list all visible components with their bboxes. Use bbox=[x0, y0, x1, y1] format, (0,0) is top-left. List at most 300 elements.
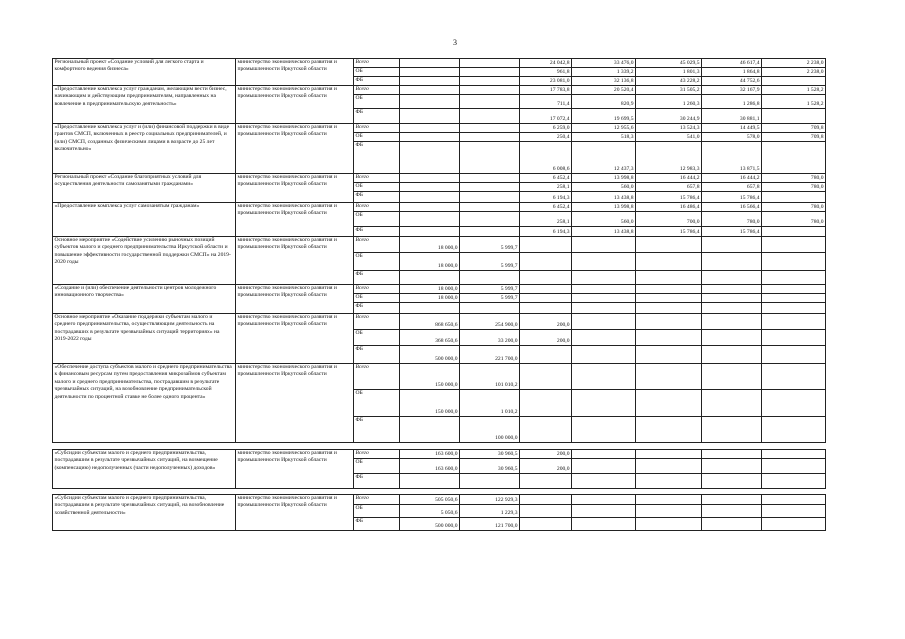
amount-cell bbox=[460, 271, 520, 285]
executor-cell: министерство экономического развития и промышленности Иркутской области bbox=[236, 174, 354, 203]
activity-name-cell: «Предоставление комплекса услуг самозанятым гражданам» bbox=[53, 203, 236, 237]
amount-cell: 5 050,6 bbox=[400, 505, 460, 518]
amount-cell bbox=[762, 303, 826, 314]
amount-cell: 820,9 bbox=[572, 95, 636, 109]
amount-cell: 33 476,0 bbox=[572, 59, 636, 68]
amount-cell bbox=[520, 253, 572, 271]
amount-cell bbox=[520, 417, 572, 443]
amount-cell bbox=[762, 450, 826, 459]
amount-cell bbox=[636, 459, 702, 474]
amount-cell bbox=[762, 227, 826, 237]
amount-cell: 221 700,0 bbox=[460, 346, 520, 364]
amount-cell bbox=[572, 294, 636, 303]
amount-cell: 43 228,2 bbox=[636, 77, 702, 86]
amount-cell bbox=[702, 314, 762, 330]
amount-cell bbox=[762, 346, 826, 364]
amount-cell bbox=[702, 294, 762, 303]
amount-cell bbox=[460, 474, 520, 489]
amount-cell: 5 999,7 bbox=[460, 294, 520, 303]
amount-cell: 12 955,6 bbox=[572, 124, 636, 133]
amount-cell bbox=[520, 505, 572, 518]
funding-source-cell: Всего bbox=[354, 450, 400, 459]
amount-cell bbox=[460, 133, 520, 142]
funding-source-cell: ОБ bbox=[354, 253, 400, 271]
activity-name-cell: «Обеспечение доступа субъектов малого и среднего предпринимательства к финансовым ресурсам путем предоставления микрозаймов субъектам малого и среднего предпринимательства, пострадавшим в результате чрезвычайных ситуаций, на возобновление предпринимательской деятельности по процентной ставке не более одного процента» bbox=[53, 364, 236, 443]
amount-cell: 254 900,0 bbox=[460, 314, 520, 330]
amount-cell bbox=[636, 346, 702, 364]
activity-name-cell: Основное мероприятие «Оказание поддержки субъектам малого и среднего предпринимательства, осуществляющим деятельность на пострадавших в результате чрезвычайных ситуаций территориях» на 2019-2022 годы bbox=[53, 314, 236, 364]
funding-source-cell: ОБ bbox=[354, 212, 400, 227]
amount-cell bbox=[636, 294, 702, 303]
amount-cell: 17 072,4 bbox=[520, 109, 572, 124]
table-row bbox=[53, 124, 826, 133]
funding-source-cell: Всего bbox=[354, 495, 400, 505]
amount-cell bbox=[702, 450, 762, 459]
amount-cell: 16 486,4 bbox=[636, 203, 702, 212]
amount-cell bbox=[400, 271, 460, 285]
amount-cell: 6 452,4 bbox=[520, 174, 572, 183]
amount-cell: 6 452,4 bbox=[520, 203, 572, 212]
amount-cell: 44 752,6 bbox=[702, 77, 762, 86]
amount-cell bbox=[520, 237, 572, 253]
funding-source-cell: ОБ bbox=[354, 133, 400, 142]
funding-source-cell: ОБ bbox=[354, 390, 400, 417]
amount-cell: 868 650,6 bbox=[400, 314, 460, 330]
amount-cell bbox=[572, 271, 636, 285]
amount-cell bbox=[400, 77, 460, 86]
activity-name-cell: «Предоставление комплекса услуг и (или) финансовой поддержки в виде грантов СМСП, включенных в реестр социальных предпринимателей, и (или) СМСП, созданных физическими лицами в возрасте до 25 лет включительно» bbox=[53, 124, 236, 174]
funding-source-cell: ФБ bbox=[354, 227, 400, 237]
amount-cell: 500 000,0 bbox=[400, 346, 460, 364]
amount-cell: 560,0 bbox=[572, 212, 636, 227]
budget-table bbox=[52, 58, 826, 531]
funding-source-cell: ФБ bbox=[354, 518, 400, 531]
amount-cell bbox=[572, 364, 636, 390]
amount-cell bbox=[636, 285, 702, 294]
amount-cell: 13 438,8 bbox=[572, 227, 636, 237]
amount-cell bbox=[572, 330, 636, 346]
amount-cell: 518,3 bbox=[572, 133, 636, 142]
amount-cell bbox=[400, 95, 460, 109]
amount-cell bbox=[400, 474, 460, 489]
amount-cell: 200,0 bbox=[520, 450, 572, 459]
amount-cell: 1 339,2 bbox=[572, 68, 636, 77]
amount-cell: 45 029,5 bbox=[636, 59, 702, 68]
amount-cell: 100 000,0 bbox=[460, 417, 520, 443]
funding-source-cell: ОБ bbox=[354, 330, 400, 346]
funding-source-cell: ОБ bbox=[354, 505, 400, 518]
amount-cell: 1 010,2 bbox=[460, 390, 520, 417]
amount-cell: 30 960,5 bbox=[460, 450, 520, 459]
amount-cell: 700,0 bbox=[636, 212, 702, 227]
amount-cell: 32 136,8 bbox=[572, 77, 636, 86]
amount-cell: 657,8 bbox=[702, 183, 762, 192]
amount-cell bbox=[400, 59, 460, 68]
amount-cell bbox=[762, 142, 826, 174]
amount-cell bbox=[520, 285, 572, 294]
amount-cell bbox=[762, 417, 826, 443]
funding-source-cell: ФБ bbox=[354, 77, 400, 86]
amount-cell bbox=[762, 77, 826, 86]
executor-cell: министерство экономического развития и промышленности Иркутской области bbox=[236, 124, 354, 174]
block-spacer bbox=[53, 443, 826, 450]
amount-cell: 1 801,3 bbox=[636, 68, 702, 77]
amount-cell bbox=[702, 390, 762, 417]
amount-cell bbox=[572, 390, 636, 417]
amount-cell bbox=[762, 474, 826, 489]
amount-cell: 150 000,0 bbox=[400, 390, 460, 417]
amount-cell bbox=[762, 330, 826, 346]
funding-source-cell: ФБ bbox=[354, 474, 400, 489]
amount-cell bbox=[460, 95, 520, 109]
amount-cell bbox=[520, 346, 572, 364]
amount-cell bbox=[460, 174, 520, 183]
funding-source-cell: ОБ bbox=[354, 459, 400, 474]
amount-cell bbox=[520, 390, 572, 417]
amount-cell bbox=[520, 294, 572, 303]
amount-cell: 1 260,3 bbox=[636, 95, 702, 109]
amount-cell bbox=[572, 314, 636, 330]
amount-cell bbox=[702, 518, 762, 531]
table-row bbox=[53, 86, 826, 95]
amount-cell bbox=[702, 253, 762, 271]
activity-name-cell: Региональный проект «Создание благоприятных условий для осуществления деятельности самозанятыми гражданами» bbox=[53, 174, 236, 203]
amount-cell: 1 528,2 bbox=[762, 86, 826, 95]
amount-cell: 16 444,2 bbox=[636, 174, 702, 183]
amount-cell: 15 786,4 bbox=[636, 227, 702, 237]
funding-source-cell: ОБ bbox=[354, 183, 400, 192]
activity-name-cell: «Субсидии субъектам малого и среднего предпринимательства, пострадавшим в результате чрезвычайных ситуаций, на возмещение (компенсацию) недополученных (части недополученных) доходов» bbox=[53, 450, 236, 489]
amount-cell bbox=[460, 142, 520, 174]
activity-name-cell: «Предоставление комплекса услуг гражданам, желающим вести бизнес, начинающим и действующим предпринимателям, направленных на вовлечение в предпринимательскую деятельность» bbox=[53, 86, 236, 124]
amount-cell bbox=[636, 364, 702, 390]
amount-cell: 23 081,0 bbox=[520, 77, 572, 86]
amount-cell bbox=[636, 417, 702, 443]
activity-name-cell: «Субсидии субъектам малого и среднего предпринимательства, пострадавшим в результате чрезвычайных ситуаций, на возобновление хозяйственной деятельности» bbox=[53, 495, 236, 531]
amount-cell: 2 238,0 bbox=[762, 59, 826, 68]
funding-source-cell: Всего bbox=[354, 285, 400, 294]
table-row bbox=[53, 174, 826, 183]
amount-cell bbox=[460, 59, 520, 68]
amount-cell: 15 786,4 bbox=[702, 227, 762, 237]
amount-cell: 15 786,4 bbox=[702, 192, 762, 203]
amount-cell: 258,1 bbox=[520, 212, 572, 227]
amount-cell: 368 650,6 bbox=[400, 330, 460, 346]
amount-cell bbox=[520, 474, 572, 489]
amount-cell bbox=[762, 294, 826, 303]
amount-cell: 505 050,6 bbox=[400, 495, 460, 505]
funding-source-cell: Всего bbox=[354, 59, 400, 68]
amount-cell: 24 042,8 bbox=[520, 59, 572, 68]
funding-source-cell: Всего bbox=[354, 86, 400, 95]
amount-cell: 122 929,3 bbox=[460, 495, 520, 505]
amount-cell: 13 438,8 bbox=[572, 192, 636, 203]
amount-cell: 5 999,7 bbox=[460, 253, 520, 271]
amount-cell bbox=[520, 495, 572, 505]
funding-source-cell: ФБ bbox=[354, 303, 400, 314]
funding-source-cell: ФБ bbox=[354, 192, 400, 203]
amount-cell bbox=[762, 505, 826, 518]
amount-cell bbox=[702, 364, 762, 390]
amount-cell bbox=[636, 495, 702, 505]
funding-source-cell: Всего bbox=[354, 364, 400, 390]
amount-cell: 101 010,2 bbox=[460, 364, 520, 390]
amount-cell bbox=[572, 459, 636, 474]
amount-cell bbox=[636, 303, 702, 314]
amount-cell bbox=[762, 285, 826, 294]
table-row bbox=[53, 237, 826, 253]
amount-cell bbox=[702, 417, 762, 443]
amount-cell bbox=[702, 505, 762, 518]
amount-cell bbox=[762, 518, 826, 531]
amount-cell bbox=[762, 364, 826, 390]
table-row bbox=[53, 203, 826, 212]
amount-cell: 6 259,0 bbox=[520, 124, 572, 133]
amount-cell: 780,0 bbox=[762, 183, 826, 192]
funding-source-cell: Всего bbox=[354, 237, 400, 253]
amount-cell bbox=[400, 124, 460, 133]
amount-cell: 780,0 bbox=[762, 212, 826, 227]
amount-cell: 16 444,2 bbox=[702, 174, 762, 183]
table-row bbox=[53, 364, 826, 390]
amount-cell: 13 871,5 bbox=[702, 142, 762, 174]
amount-cell: 13 524,3 bbox=[636, 124, 702, 133]
amount-cell bbox=[762, 109, 826, 124]
amount-cell bbox=[572, 474, 636, 489]
amount-cell: 657,8 bbox=[636, 183, 702, 192]
amount-cell bbox=[636, 253, 702, 271]
executor-cell: министерство экономического развития и промышленности Иркутской области bbox=[236, 203, 354, 237]
amount-cell bbox=[460, 227, 520, 237]
amount-cell bbox=[400, 133, 460, 142]
amount-cell: 13 998,8 bbox=[572, 203, 636, 212]
amount-cell bbox=[400, 183, 460, 192]
table-row bbox=[53, 495, 826, 505]
amount-cell: 20 520,4 bbox=[572, 86, 636, 95]
activity-name-cell: Региональный проект «Создание условий для легкого старта и комфортного ведения бизнеса» bbox=[53, 59, 236, 86]
funding-source-cell: ОБ bbox=[354, 95, 400, 109]
funding-source-cell: ФБ bbox=[354, 417, 400, 443]
amount-cell: 33 200,0 bbox=[460, 330, 520, 346]
amount-cell: 1 229,3 bbox=[460, 505, 520, 518]
amount-cell bbox=[572, 285, 636, 294]
amount-cell: 200,0 bbox=[520, 330, 572, 346]
amount-cell: 6 194,3 bbox=[520, 227, 572, 237]
amount-cell: 31 505,2 bbox=[636, 86, 702, 95]
funding-source-cell: Всего bbox=[354, 174, 400, 183]
amount-cell: 12 437,3 bbox=[572, 142, 636, 174]
amount-cell: 14 449,5 bbox=[702, 124, 762, 133]
amount-cell bbox=[520, 364, 572, 390]
amount-cell bbox=[636, 390, 702, 417]
amount-cell: 560,0 bbox=[572, 183, 636, 192]
funding-source-cell: Всего bbox=[354, 203, 400, 212]
amount-cell bbox=[400, 174, 460, 183]
amount-cell bbox=[460, 124, 520, 133]
amount-cell: 6 194,3 bbox=[520, 192, 572, 203]
amount-cell bbox=[460, 68, 520, 77]
amount-cell: 780,0 bbox=[762, 203, 826, 212]
amount-cell bbox=[400, 109, 460, 124]
amount-cell bbox=[572, 417, 636, 443]
amount-cell bbox=[762, 237, 826, 253]
amount-cell: 46 617,4 bbox=[702, 59, 762, 68]
table-row bbox=[53, 314, 826, 330]
amount-cell: 1 528,2 bbox=[762, 95, 826, 109]
amount-cell: 200,0 bbox=[520, 459, 572, 474]
amount-cell bbox=[520, 518, 572, 531]
amount-cell bbox=[460, 212, 520, 227]
amount-cell: 258,1 bbox=[520, 183, 572, 192]
amount-cell bbox=[572, 518, 636, 531]
amount-cell: 2 238,0 bbox=[762, 68, 826, 77]
amount-cell bbox=[400, 142, 460, 174]
executor-cell: министерство экономического развития и промышленности Иркутской области bbox=[236, 59, 354, 86]
amount-cell bbox=[636, 314, 702, 330]
amount-cell: 780,0 bbox=[762, 174, 826, 183]
amount-cell bbox=[400, 303, 460, 314]
amount-cell bbox=[572, 346, 636, 364]
table-row bbox=[53, 59, 826, 68]
amount-cell: 6 008,6 bbox=[520, 142, 572, 174]
amount-cell: 163 600,0 bbox=[400, 450, 460, 459]
amount-cell bbox=[400, 192, 460, 203]
amount-cell: 200,0 bbox=[520, 314, 572, 330]
amount-cell bbox=[762, 390, 826, 417]
amount-cell: 5 999,7 bbox=[460, 237, 520, 253]
amount-cell: 709,8 bbox=[762, 133, 826, 142]
amount-cell bbox=[400, 68, 460, 77]
amount-cell bbox=[636, 474, 702, 489]
executor-cell: министерство экономического развития и промышленности Иркутской области bbox=[236, 495, 354, 531]
amount-cell bbox=[520, 271, 572, 285]
amount-cell: 1 286,8 bbox=[702, 95, 762, 109]
amount-cell bbox=[762, 253, 826, 271]
amount-cell: 578,0 bbox=[702, 133, 762, 142]
executor-cell: министерство экономического развития и промышленности Иркутской области bbox=[236, 86, 354, 124]
funding-source-cell: ФБ bbox=[354, 271, 400, 285]
amount-cell bbox=[460, 77, 520, 86]
amount-cell: 18 000,0 bbox=[400, 237, 460, 253]
amount-cell bbox=[400, 212, 460, 227]
amount-cell bbox=[702, 330, 762, 346]
amount-cell: 30 244,9 bbox=[636, 109, 702, 124]
page-number: 3 bbox=[453, 38, 457, 47]
amount-cell bbox=[460, 203, 520, 212]
funding-source-cell: ФБ bbox=[354, 109, 400, 124]
amount-cell: 30 960,5 bbox=[460, 459, 520, 474]
amount-cell bbox=[762, 271, 826, 285]
amount-cell bbox=[636, 450, 702, 459]
amount-cell: 18 000,0 bbox=[400, 294, 460, 303]
amount-cell bbox=[460, 303, 520, 314]
amount-cell bbox=[460, 86, 520, 95]
amount-cell: 13 998,8 bbox=[572, 174, 636, 183]
amount-cell bbox=[400, 203, 460, 212]
amount-cell: 250,4 bbox=[520, 133, 572, 142]
executor-cell: министерство экономического развития и промышленности Иркутской области bbox=[236, 314, 354, 364]
amount-cell bbox=[572, 253, 636, 271]
amount-cell bbox=[762, 459, 826, 474]
amount-cell: 18 000,0 bbox=[400, 253, 460, 271]
table-row bbox=[53, 285, 826, 294]
amount-cell: 780,0 bbox=[702, 212, 762, 227]
amount-cell: 15 786,4 bbox=[636, 192, 702, 203]
funding-source-cell: Всего bbox=[354, 124, 400, 133]
amount-cell: 121 700,0 bbox=[460, 518, 520, 531]
amount-cell: 32 167,9 bbox=[702, 86, 762, 95]
amount-cell bbox=[400, 417, 460, 443]
amount-cell bbox=[636, 518, 702, 531]
amount-cell bbox=[572, 495, 636, 505]
amount-cell: 19 699,5 bbox=[572, 109, 636, 124]
amount-cell bbox=[400, 227, 460, 237]
executor-cell: министерство экономического развития и промышленности Иркутской области bbox=[236, 450, 354, 489]
funding-source-cell: ФБ bbox=[354, 142, 400, 174]
amount-cell bbox=[636, 505, 702, 518]
amount-cell bbox=[636, 330, 702, 346]
amount-cell bbox=[572, 450, 636, 459]
executor-cell: министерство экономического развития и промышленности Иркутской области bbox=[236, 237, 354, 285]
amount-cell: 541,0 bbox=[636, 133, 702, 142]
amount-cell: 30 881,1 bbox=[702, 109, 762, 124]
funding-source-cell: Всего bbox=[354, 314, 400, 330]
executor-cell: министерство экономического развития и промышленности Иркутской области bbox=[236, 285, 354, 314]
amount-cell bbox=[636, 237, 702, 253]
amount-cell: 1 864,8 bbox=[702, 68, 762, 77]
amount-cell: 17 783,8 bbox=[520, 86, 572, 95]
amount-cell bbox=[762, 495, 826, 505]
funding-source-cell: ФБ bbox=[354, 346, 400, 364]
activity-name-cell: Основное мероприятие «Содействие усилению рыночных позиций субъектов малого и среднего предпринимательства Иркутской области и повышение эффективности государственной поддержки СМСП» на 2019-2020 годы bbox=[53, 237, 236, 285]
amount-cell: 500 000,0 bbox=[400, 518, 460, 531]
amount-cell: 5 999,7 bbox=[460, 285, 520, 294]
funding-source-cell: ОБ bbox=[354, 68, 400, 77]
amount-cell bbox=[460, 192, 520, 203]
amount-cell bbox=[702, 474, 762, 489]
amount-cell bbox=[460, 109, 520, 124]
amount-cell bbox=[702, 495, 762, 505]
amount-cell: 16 566,4 bbox=[702, 203, 762, 212]
amount-cell bbox=[702, 303, 762, 314]
amount-cell bbox=[762, 314, 826, 330]
amount-cell bbox=[572, 303, 636, 314]
amount-cell: 961,8 bbox=[520, 68, 572, 77]
amount-cell bbox=[702, 346, 762, 364]
amount-cell bbox=[400, 86, 460, 95]
amount-cell bbox=[702, 271, 762, 285]
amount-cell bbox=[460, 183, 520, 192]
amount-cell: 12 983,3 bbox=[636, 142, 702, 174]
funding-source-cell: ОБ bbox=[354, 294, 400, 303]
amount-cell: 18 000,0 bbox=[400, 285, 460, 294]
amount-cell bbox=[520, 303, 572, 314]
amount-cell bbox=[702, 237, 762, 253]
amount-cell: 711,4 bbox=[520, 95, 572, 109]
amount-cell: 163 600,0 bbox=[400, 459, 460, 474]
amount-cell: 150 000,0 bbox=[400, 364, 460, 390]
amount-cell bbox=[702, 285, 762, 294]
amount-cell bbox=[702, 459, 762, 474]
table-row bbox=[53, 450, 826, 459]
amount-cell bbox=[636, 271, 702, 285]
activity-name-cell: «Создание и (или) обеспечение деятельности центров молодежного инновационного творчества» bbox=[53, 285, 236, 314]
amount-cell bbox=[572, 237, 636, 253]
amount-cell: 709,8 bbox=[762, 124, 826, 133]
spacer-cell bbox=[53, 443, 826, 450]
amount-cell bbox=[572, 505, 636, 518]
executor-cell: министерство экономического развития и промышленности Иркутской области bbox=[236, 364, 354, 443]
